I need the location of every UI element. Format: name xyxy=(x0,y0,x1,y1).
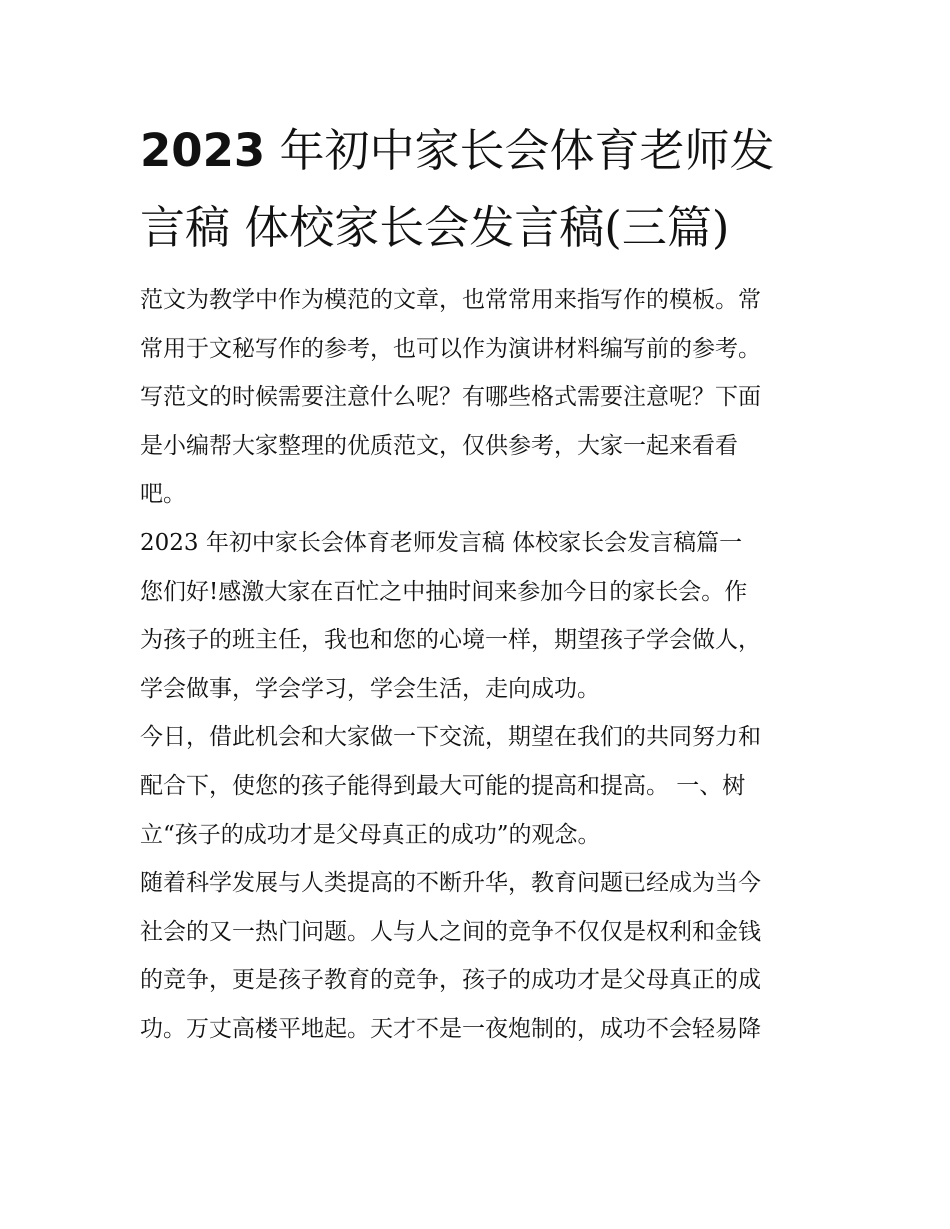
body-line: 您们好!感激大家在百忙之中抽时间来参加今日的家长会。作 xyxy=(140,578,748,605)
body-line: 学会做事，学会学习，学会生活，走向成功。 xyxy=(140,675,600,702)
body-line: 立“孩子的成功才是父母真正的成功”的观念。 xyxy=(140,821,601,848)
body-line: 为孩子的班主任，我也和您的心境一样，期望孩子学会做人， xyxy=(140,627,761,654)
body-line: 的竞争，更是孩子教育的竞争，孩子的成功才是父母真正的成 xyxy=(140,967,761,994)
body-line: 吧。 xyxy=(140,481,186,508)
body-line: 功。万丈高楼平地起。天才不是一夜炮制的，成功不会轻易降 xyxy=(140,1015,761,1042)
body-line: 写范文的时候需要注意什么呢？有哪些格式需要注意呢？下面 xyxy=(140,384,761,411)
section-heading: 2023 年初中家长会体育老师发言稿 体校家长会发言稿篇一 xyxy=(140,529,743,556)
body-line: 范文为教学中作为模范的文章，也常常用来指写作的模板。常 xyxy=(140,287,761,313)
title-year: 2023 xyxy=(140,124,266,177)
body-line: 随着科学发展与人类提高的不断升华，教育问题已经成为当今 xyxy=(140,870,761,897)
title-line-1 xyxy=(140,112,820,189)
document-body xyxy=(140,276,820,1054)
title-line-2: 言稿 体校家长会发言稿(三篇) xyxy=(140,201,730,254)
body-line: 今日，借此机会和大家做一下交流，期望在我们的共同努力和 xyxy=(140,724,761,751)
body-line: 配合下，使您的孩子能得到最大可能的提高和提高。 一、树 xyxy=(140,772,746,799)
body-line: 是小编帮大家整理的优质范文，仅供参考，大家一起来看看 xyxy=(140,432,738,459)
body-line: 常用于文秘写作的参考，也可以作为演讲材料编写前的参考。 xyxy=(140,335,761,362)
document-title xyxy=(140,112,820,266)
body-line: 社会的又一热门问题。人与人之间的竞争不仅仅是权利和金钱 xyxy=(140,918,761,945)
title-line-1-text: 年初中家长会体育老师发 xyxy=(265,124,775,177)
